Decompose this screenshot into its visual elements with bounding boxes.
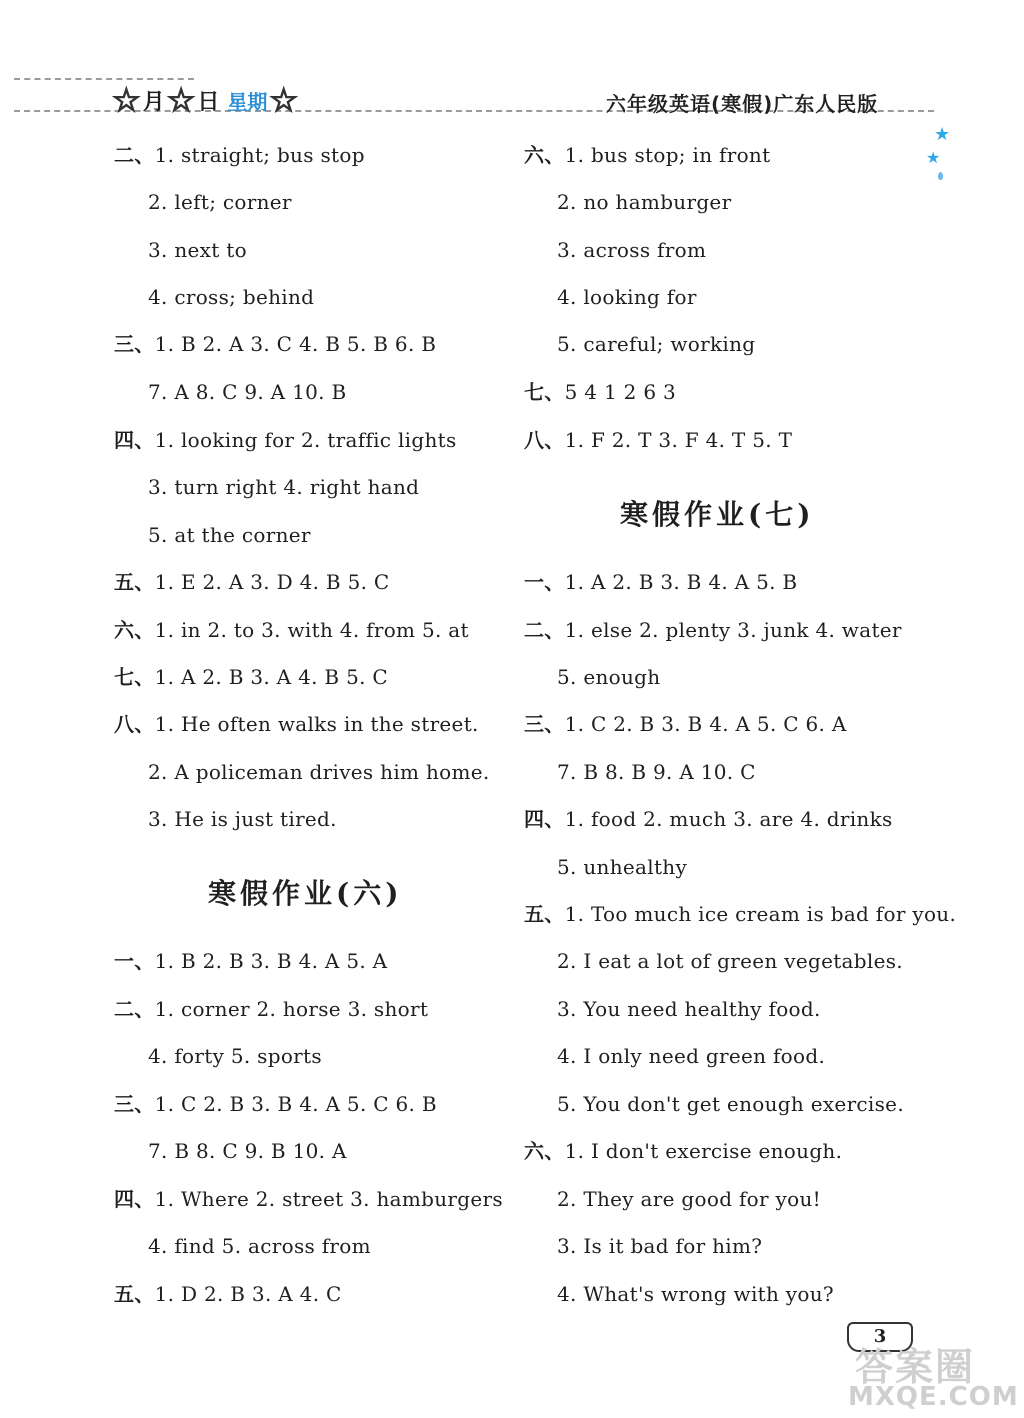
answer-line: 2. They are good for you! — [557, 1187, 821, 1211]
answer-line: 七、1. A 2. B 3. A 4. B 5. C — [114, 665, 389, 689]
answer-line: 4. forty 5. sports — [148, 1044, 322, 1068]
answer-line: 二、1. corner 2. horse 3. short — [114, 997, 429, 1021]
answer-line: 三、1. C 2. B 3. B 4. A 5. C 6. B — [114, 1092, 437, 1116]
answer-line: 3. turn right 4. right hand — [148, 475, 420, 499]
blue-star-icon: ★ — [926, 148, 941, 167]
answer-line: 六、1. bus stop; in front — [524, 143, 771, 167]
answer-line: 5. enough — [557, 665, 661, 689]
answer-line: 3. Is it bad for him? — [557, 1234, 763, 1258]
answer-line: 4. find 5. across from — [148, 1234, 371, 1258]
answer-line: 八、1. F 2. T 3. F 4. T 5. T — [524, 428, 793, 452]
answer-line: 4. looking for — [557, 285, 697, 309]
answer-line: 4. I only need green food. — [557, 1044, 826, 1068]
day-label: 日 — [197, 89, 220, 115]
answer-line: 六、1. in 2. to 3. with 4. from 5. at — [114, 618, 469, 642]
answer-line: 3. He is just tired. — [148, 807, 337, 831]
answer-line: 3. next to — [148, 238, 247, 262]
star-icon: ☆ — [112, 81, 141, 119]
section-heading-six: 寒假作业(六) — [208, 877, 403, 910]
date-box — [112, 81, 299, 119]
answer-line: 四、1. Where 2. street 3. hamburgers — [114, 1187, 503, 1211]
answer-line: 4. cross; behind — [148, 285, 315, 309]
answer-line: 7. B 8. C 9. B 10. A — [148, 1139, 347, 1163]
answer-line: 七、5 4 1 2 6 3 — [524, 380, 677, 404]
answer-line: 一、1. A 2. B 3. B 4. A 5. B — [524, 570, 798, 594]
answer-line: 5. unhealthy — [557, 855, 688, 879]
answer-line: 五、1. D 2. B 3. A 4. C — [114, 1282, 342, 1306]
answer-line: 一、1. B 2. B 3. B 4. A 5. A — [114, 949, 388, 973]
answer-line: 六、1. I don't exercise enough. — [524, 1139, 843, 1163]
answer-line: 3. across from — [557, 238, 707, 262]
blue-star-icon: ★ — [934, 124, 951, 145]
blue-drop-icon — [938, 172, 943, 180]
section-heading-seven: 寒假作业(七) — [620, 498, 815, 531]
answer-line: 2. A policeman drives him home. — [148, 760, 490, 784]
answer-line: 八、1. He often walks in the street. — [114, 712, 479, 736]
answer-line: 3. You need healthy food. — [557, 997, 821, 1021]
answer-line: 五、1. E 2. A 3. D 4. B 5. C — [114, 570, 390, 594]
answer-line: 五、1. Too much ice cream is bad for you. — [524, 902, 957, 926]
answer-line: 2. I eat a lot of green vegetables. — [557, 949, 903, 973]
answer-line: 二、1. straight; bus stop — [114, 143, 365, 167]
page-number: 3 — [847, 1322, 913, 1352]
answer-line: 四、1. looking for 2. traffic lights — [114, 428, 457, 452]
watermark-url: MXQE.COM — [848, 1382, 1019, 1412]
answer-line: 2. no hamburger — [557, 190, 732, 214]
header-divider-top — [14, 78, 194, 80]
star-icon: ☆ — [269, 81, 299, 119]
answer-line: 三、1. C 2. B 3. B 4. A 5. C 6. A — [524, 712, 847, 736]
answer-line: 5. careful; working — [557, 332, 756, 356]
weekday-label: 星期 — [227, 89, 268, 114]
answer-line: 5. at the corner — [148, 523, 311, 547]
answer-line: 二、1. else 2. plenty 3. junk 4. water — [524, 618, 902, 642]
answer-line: 2. left; corner — [148, 190, 292, 214]
answer-line: 5. You don't get enough exercise. — [557, 1092, 904, 1116]
answer-line: 三、1. B 2. A 3. C 4. B 5. B 6. B — [114, 332, 437, 356]
book-title: 六年级英语(寒假)广东人民版 — [606, 92, 879, 116]
answer-line: 四、1. food 2. much 3. are 4. drinks — [524, 807, 893, 831]
answer-line: 7. B 8. B 9. A 10. C — [557, 760, 756, 784]
answer-line: 4. What's wrong with you? — [557, 1282, 834, 1306]
month-label: 月 — [142, 89, 165, 115]
watermark-logo: 答案圈 — [855, 1345, 976, 1389]
star-icon: ☆ — [166, 81, 196, 119]
answer-line: 7. A 8. C 9. A 10. B — [148, 380, 347, 404]
